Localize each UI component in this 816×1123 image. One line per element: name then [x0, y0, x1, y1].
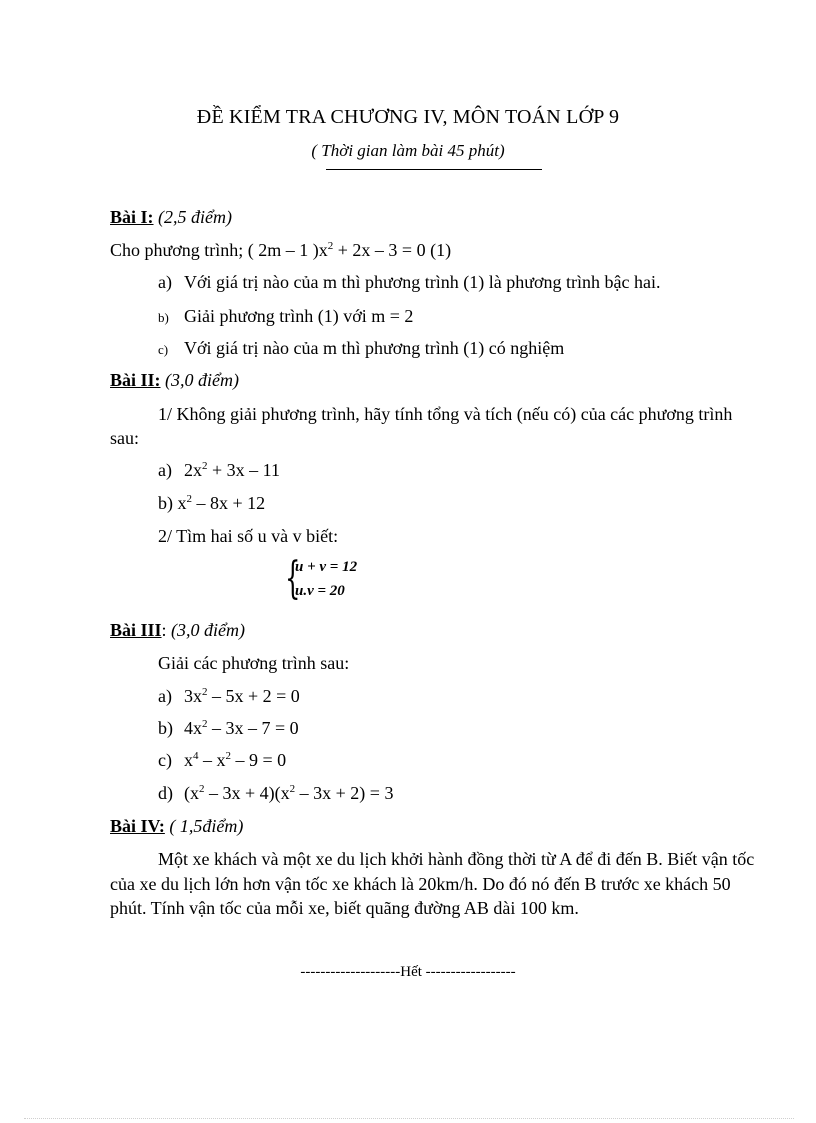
bai2-item-a: a) $2x^2 + 3x - 11$ [158, 460, 280, 480]
bai1-heading [110, 207, 232, 228]
bai3-item-b: b) $4x^2 - 3x - 7 = 0$ [158, 718, 299, 738]
bai2-heading [110, 370, 239, 391]
bai3-heading: Bài III: (3,0 điểm) [110, 620, 246, 640]
bai1-item-b: b) Giải phương trình (1) với m = 2 [158, 306, 414, 326]
system-eq-2: u.v = 20 [295, 583, 345, 599]
page-title: ĐỀ KIỂM TRA CHƯƠNG IV, MÔN TOÁN LỚP 9 [196, 106, 620, 128]
bai3-item-d: d) $(x^2 - 3x + 4)(x^2 - 3x + 2) = 3$ [158, 783, 394, 803]
end-marker: --------------------Hết ------------------ [300, 964, 516, 980]
brace-icon: { [285, 553, 301, 604]
title-underline [326, 169, 542, 170]
bai1-title: Bài I: [110, 207, 154, 227]
page-subtitle: ( Thời gian làm bài 45 phút) [311, 141, 505, 160]
bai3-intro: Giải các phương trình sau: [158, 653, 350, 673]
bai2-q1-line2: sau: [110, 428, 139, 448]
bai4-line-2: của xe du lịch lớn hơn vận tốc xe khách là 20km/h. Do đó nó đến B trước xe khách 50 [110, 874, 731, 894]
bai4-heading [110, 816, 243, 837]
bai2-points: (3,0 điểm) [165, 370, 239, 390]
bai3-points: (3,0 điểm) [171, 620, 246, 640]
bai2-q1-line1: 1/ Không giải phương trình, hãy tính tổng và tích (nếu có) của các phương trình [158, 404, 733, 424]
system-eq-1: u + v = 12 [295, 559, 358, 575]
bai3-item-c: c) $x^4 - x^2 - 9 = 0$ [158, 750, 287, 770]
bai3-item-a: a) $3x^2 - 5x + 2 = 0$ [158, 686, 300, 706]
bai2-q2: 2/ Tìm hai số u và v biết: [158, 526, 339, 546]
equation-system [285, 553, 375, 604]
bai1-points: (2,5 điểm) [158, 207, 232, 227]
bai3-title: Bài III [110, 620, 162, 640]
bai4-points: ( 1,5điểm) [169, 816, 244, 836]
bai4-title: Bài IV: [110, 816, 165, 836]
bai1-item-c: c) Với giá trị nào của m thì phương trình (1) có nghiệm [158, 338, 565, 358]
bai1-intro: Cho phương trình; ( 2m – 1 )$x^2 + 2x - 3 = 0$ (1) [110, 240, 452, 260]
bai4-line-1: Một xe khách và một xe du lịch khởi hành đồng thời từ A để đi đến B. Biết vận tốc [158, 849, 755, 869]
bai2-item-b: b) $x^2 - 8x + 12$ [158, 493, 266, 513]
bai4-line-3: phút. Tính vận tốc của mỗi xe, biết quãng đường AB dài 100 km. [110, 898, 579, 918]
bai1-item-a: a) Với giá trị nào của m thì phương trình (1) là phương trình bậc hai. [158, 272, 661, 292]
page-bottom-divider [24, 1118, 794, 1119]
bai2-title: Bài II: [110, 370, 161, 390]
